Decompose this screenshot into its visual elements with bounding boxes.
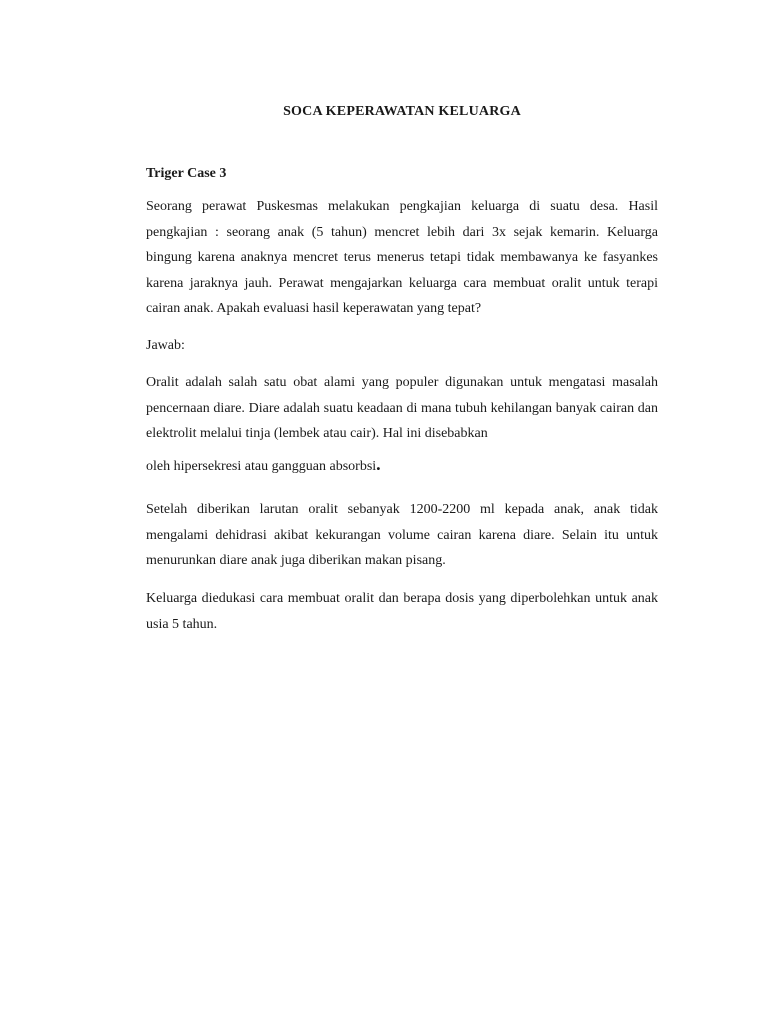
answer-paragraph-2: Setelah diberikan larutan oralit sebanyak 1200-2200 ml kepada anak, anak tidak mengalami dehidrasi akibat kekurangan volume cairan karena diare. Selain itu untuk menurunkan diare anak juga diberikan makan pisang.: [146, 502, 658, 568]
answer-paragraph-1-period: .: [376, 454, 381, 474]
answer-paragraph-1-end-text: oleh hipersekresi atau gangguan absorbsi: [146, 459, 377, 474]
answer-paragraph-1-end: [146, 452, 658, 480]
answer-label: Jawab:: [146, 338, 185, 353]
answer-paragraph-3: Keluarga diedukasi cara membuat oralit dan berapa dosis yang diperbolehkan untuk anak usia 5 tahun.: [146, 591, 658, 632]
document-title: SOCA KEPERAWATAN KELUARGA: [283, 104, 521, 119]
case-description: Seorang perawat Puskesmas melakukan pengkajian keluarga di suatu desa. Hasil pengkajian : seorang anak (5 tahun) mencret lebih dari 3x sejak kemarin. Keluarga bingung karena anaknya mencret terus menerus tetapi tidak membawanya ke fasyankes karena jaraknya jauh. Perawat mengajarkan keluarga cara membuat oralit untuk terapi cairan anak. Apakah evaluasi hasil keperawatan yang tepat?: [146, 199, 658, 316]
case-heading: Triger Case 3: [146, 166, 227, 181]
answer-paragraph-1: Oralit adalah salah satu obat alami yang populer digunakan untuk mengatasi masalah pencernaan diare. Diare adalah suatu keadaan di mana tubuh kehilangan banyak cairan dan elektrolit melalui tinja (lembek atau cair). Hal ini disebabkan: [146, 375, 658, 441]
